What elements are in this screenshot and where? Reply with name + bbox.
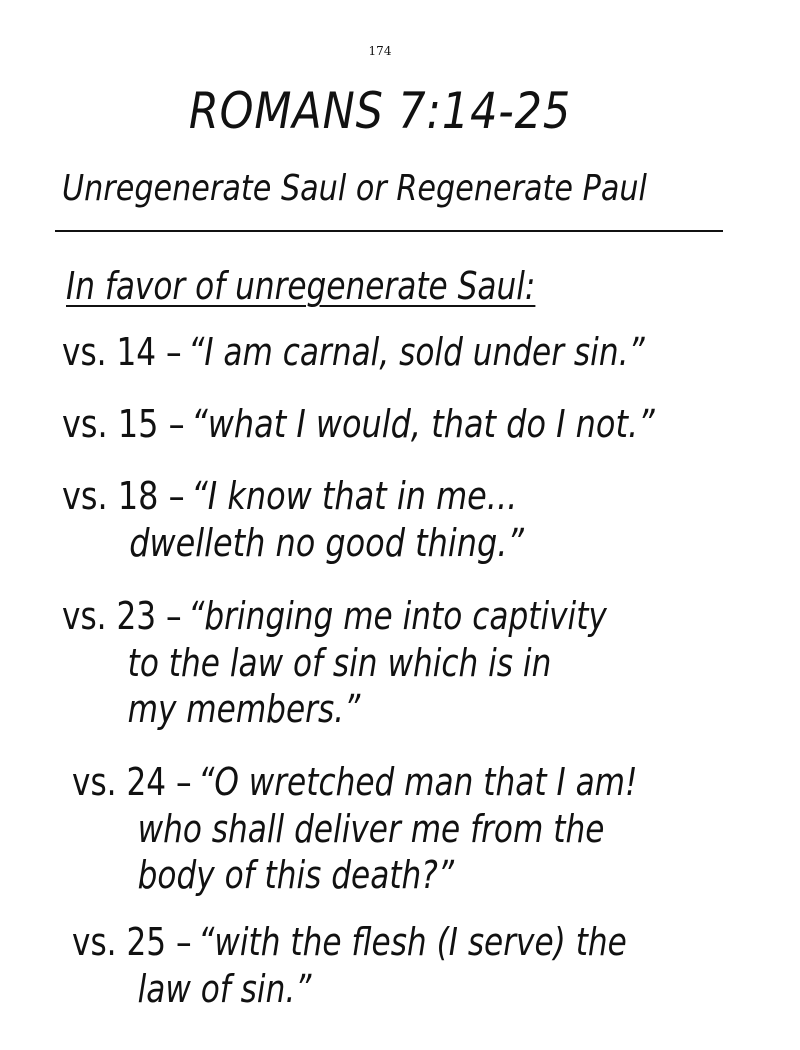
verse-reference: vs. 24 – xyxy=(72,760,192,804)
verse-quote-line: “O wretched man that I am! xyxy=(198,760,638,804)
verse-quote-line: who shall deliver me from the xyxy=(137,807,605,851)
verse-quote-line: dwelleth no good thing.” xyxy=(129,521,524,565)
verse-quote-line: body of this death?” xyxy=(137,853,454,897)
verse-item xyxy=(62,472,524,566)
page-title: ROMANS 7:14-25 xyxy=(188,82,572,140)
verse-reference: vs. 25 – xyxy=(72,920,192,964)
verse-quote-line: “bringing me into captivity xyxy=(188,594,607,638)
verse-item xyxy=(62,328,645,376)
verse-item xyxy=(62,400,655,448)
verse-quote-line: “I am carnal, sold under sin.” xyxy=(188,330,645,374)
verse-quote-line: “with the flesh (I serve) the xyxy=(198,920,627,964)
verse-quote-line: “I know that in me... xyxy=(191,474,518,518)
verse-item xyxy=(72,758,638,898)
verse-reference: vs. 18 – xyxy=(62,474,185,518)
verse-quote-line: “what I would, that do I not.” xyxy=(191,402,655,446)
verse-item xyxy=(62,592,607,732)
verse-reference: vs. 15 – xyxy=(62,402,185,446)
verse-quote-line: my members.” xyxy=(127,687,361,731)
title-divider xyxy=(55,230,723,232)
page-number: 174 xyxy=(368,44,392,58)
verse-item xyxy=(72,918,627,1012)
verse-reference: vs. 14 – xyxy=(62,330,182,374)
verse-quote-line: law of sin.” xyxy=(137,967,312,1011)
page-subtitle: Unregenerate Saul or Regenerate Paul xyxy=(62,168,647,209)
section-heading: In favor of unregenerate Saul: xyxy=(66,264,536,308)
verse-reference: vs. 23 – xyxy=(62,594,182,638)
verse-quote-line: to the law of sin which is in xyxy=(127,641,552,685)
